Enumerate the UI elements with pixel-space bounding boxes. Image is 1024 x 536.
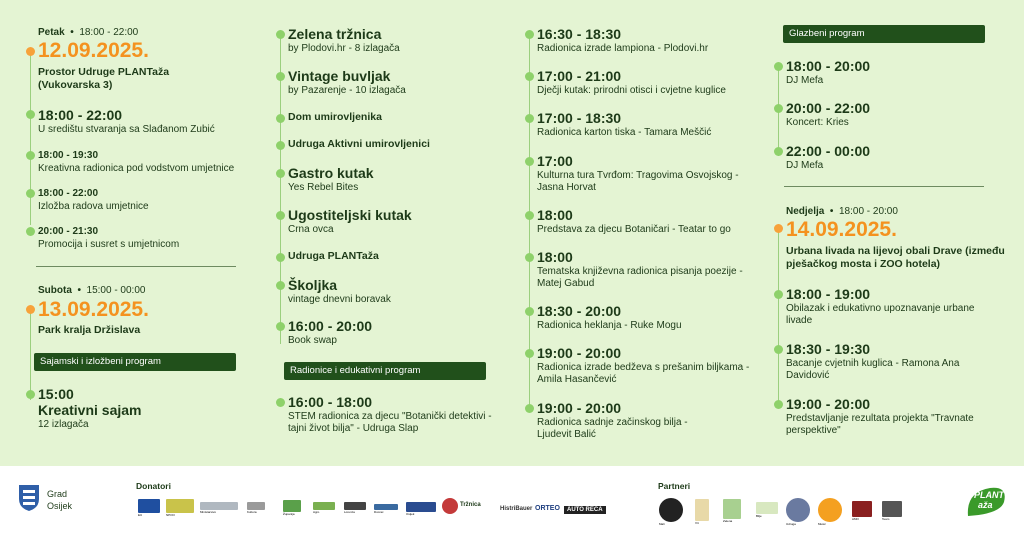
donor-logo: Dvorac <box>374 504 398 510</box>
music-desc: DJ Mefa <box>786 75 824 86</box>
timeline-bullet <box>276 30 285 39</box>
donors-label: Donatori <box>136 481 171 491</box>
event-time: 18:00 - 22:00 <box>38 188 99 199</box>
event-time: 18:00 <box>537 207 573 223</box>
sunday-place-line2: pješačkog mosta i ZOO hotela) <box>786 258 941 270</box>
timeline-bullet <box>276 141 285 150</box>
event-time: 20:00 - 21:30 <box>38 226 99 237</box>
partner-logo: Bilje <box>756 502 778 514</box>
item-title: Ugostiteljski kutak <box>288 207 412 223</box>
timeline-bullet <box>525 349 534 358</box>
music-time: 22:00 - 00:00 <box>786 143 871 159</box>
item-title: Dom umirovljenika <box>288 111 382 123</box>
timeline-bullet <box>525 211 534 220</box>
item-title: Vintage buvljak <box>288 68 391 84</box>
fair-time: 15:00 <box>38 386 74 402</box>
timeline-bullet <box>26 227 35 236</box>
donor-logo-text: HistriBauer <box>500 506 533 512</box>
event-desc: Radionica heklanja - Ruke Mogu <box>537 320 682 331</box>
partner-logo: Udruga <box>786 498 810 522</box>
timeline-bullet <box>525 404 534 413</box>
event-time: 19:00 - 20:00 <box>537 400 622 416</box>
event-time: 16:30 - 18:30 <box>537 26 622 42</box>
event-time: 17:00 - 21:00 <box>537 68 622 84</box>
partners-label: Partneri <box>658 481 691 491</box>
date-bullet <box>774 224 783 233</box>
partner-logo: Team <box>882 501 902 517</box>
donor-logo: Ministarstvo <box>200 502 238 510</box>
partner-logo: Mali <box>659 498 683 522</box>
divider <box>784 186 984 187</box>
event-desc: Kreativna radionica pod vodstvom umjetnice <box>38 163 235 174</box>
donor-logo: Agro <box>313 502 335 510</box>
event-desc: Radionica izrade lampiona - Plodovi.hr <box>537 43 709 54</box>
date-bullet <box>26 305 35 314</box>
event-desc: Jasna Horvat <box>537 182 596 193</box>
timeline-bullet <box>774 62 783 71</box>
event-time: 18:00 - 22:00 <box>38 107 123 123</box>
osijek-coat-of-arms-icon <box>18 484 40 512</box>
timeline-bullet <box>525 30 534 39</box>
timeline-bullet <box>276 114 285 123</box>
saturday-label: Subota • 15:00 - 00:00 <box>38 285 146 296</box>
event-desc: Predstavljanje rezultata projekta "Travnate <box>786 413 974 424</box>
section-workshops: Radionice i edukativni program <box>284 362 486 380</box>
workshop-desc: STEM radionica za djecu "Botanički detektivi - <box>288 411 492 422</box>
event-desc: Obilazak i edukativno upoznavanje urbane <box>786 303 975 314</box>
item-desc: vintage dnevni boravak <box>288 294 391 305</box>
section-music: Glazbeni program <box>783 25 985 43</box>
item-title: 16:00 - 20:00 <box>288 318 373 334</box>
item-title: Udruga Aktivni umirovljenici <box>288 138 430 150</box>
event-time: 19:00 - 20:00 <box>537 345 622 361</box>
timeline-bullet <box>774 104 783 113</box>
event-desc: Radionica sadnje začinskog bilja - <box>537 417 688 428</box>
timeline-bullet <box>276 72 285 81</box>
friday-label: Petak • 18:00 - 22:00 <box>38 27 139 38</box>
sunday-date: 14.09.2025. <box>786 218 897 241</box>
event-desc: Amila Hasančević <box>537 374 617 385</box>
event-desc: Matej Gabud <box>537 278 595 289</box>
partner-logo: AMO <box>852 501 872 517</box>
saturday-date: 13.09.2025. <box>38 298 149 321</box>
timeline-bullet <box>26 151 35 160</box>
event-time: 18:30 - 19:30 <box>786 341 871 357</box>
item-desc: Yes Rebel Bites <box>288 182 359 193</box>
event-time: 18:30 - 20:00 <box>537 303 622 319</box>
event-desc: Predstava za djecu Botaničari - Teatar to go <box>537 224 731 235</box>
timeline-bullet <box>525 253 534 262</box>
date-bullet <box>26 47 35 56</box>
fair-desc: 12 izlagača <box>38 419 89 430</box>
donor-logo: Osijek <box>406 502 436 512</box>
event-desc: U središtu stvaranja sa Slađanom Zubić <box>38 124 215 135</box>
saturday-place: Park kralja Držislava <box>38 324 141 336</box>
event-desc: Promocija i susret s umjetnicom <box>38 239 180 250</box>
timeline-bullet <box>774 147 783 156</box>
timeline-bullet <box>276 398 285 407</box>
footer <box>0 466 1024 536</box>
friday-date: 12.09.2025. <box>38 39 149 62</box>
timeline-bullet <box>525 114 534 123</box>
timeline-bullet <box>276 211 285 220</box>
timeline-bullet <box>26 189 35 198</box>
friday-place-line2: (Vukovarska 3) <box>38 79 113 91</box>
timeline-bullet <box>26 110 35 119</box>
item-title: Gastro kutak <box>288 165 374 181</box>
donor-logo: Kultura <box>247 502 265 510</box>
timeline-bullet <box>525 72 534 81</box>
event-desc: Ljudevit Balić <box>537 429 596 440</box>
event-desc: perspektive" <box>786 425 841 436</box>
partner-logo: Zelena <box>723 499 741 519</box>
donor-logo: Županija <box>283 500 301 512</box>
event-time: 19:00 - 20:00 <box>786 396 871 412</box>
music-time: 20:00 - 22:00 <box>786 100 871 116</box>
timeline-bullet <box>525 307 534 316</box>
item-desc: by Plodovi.hr - 8 izlagača <box>288 43 400 54</box>
event-desc: Bacanje cvjetnih kuglica - Ramona Ana <box>786 358 960 369</box>
friday-place-line1: Prostor Udruge PLANTaža <box>38 66 170 78</box>
workshop-desc: tajni život bilja" - Udruga Slap <box>288 423 419 434</box>
event-desc: Davidović <box>786 370 830 381</box>
event-desc: Izložba radova umjetnice <box>38 201 149 212</box>
plantaza-logo-text: PLANT <box>974 490 1004 500</box>
item-desc: Crna ovca <box>288 224 334 235</box>
event-time: 18:00 <box>537 249 573 265</box>
partner-logo: Music <box>818 498 842 522</box>
partner-logo: Vrt <box>695 499 709 521</box>
event-desc: livade <box>786 315 813 326</box>
item-desc: by Pazarenje - 10 izlagača <box>288 85 406 96</box>
city-name-line1: Grad <box>47 489 68 499</box>
timeline-bullet <box>276 253 285 262</box>
event-desc: Radionica karton tiska - Tamara Meščić <box>537 127 712 138</box>
donor-logo-text: ORTEO <box>535 505 560 512</box>
event-time: 18:00 - 19:30 <box>38 150 99 161</box>
divider <box>36 266 236 267</box>
sunday-place-line1: Urbana livada na lijevoj obali Drave (između <box>786 245 1005 257</box>
event-desc: Tematska književna radionica pisanja poezije - <box>537 266 743 277</box>
fair-title: Kreativni sajam <box>38 402 142 418</box>
music-time: 18:00 - 20:00 <box>786 58 871 74</box>
timeline-bullet <box>276 322 285 331</box>
music-desc: Koncert: Kries <box>786 117 849 128</box>
item-desc: Book swap <box>288 335 337 346</box>
donor-logo: NPOO <box>166 499 194 513</box>
donor-logo: Lorenza <box>344 502 366 510</box>
event-desc: Radionica izrade bedževa s prešanim biljkama - <box>537 362 750 373</box>
sunday-label: Nedjelja • 18:00 - 20:00 <box>786 206 898 217</box>
city-name-line2: Osijek <box>47 501 73 511</box>
donor-logo-text: Tržnica <box>460 502 481 508</box>
timeline-bullet <box>525 157 534 166</box>
donor-logo <box>442 498 458 514</box>
plantaza-logo-text: aža <box>978 500 993 510</box>
donor-logo-text: AUTO RECA <box>564 506 606 514</box>
timeline-bullet <box>276 169 285 178</box>
event-desc: Dječji kutak: prirodni otisci i cvjetne kuglice <box>537 85 726 96</box>
event-time: 18:00 - 19:00 <box>786 286 871 302</box>
timeline-bullet <box>774 345 783 354</box>
event-time: 17:00 - 18:30 <box>537 110 622 126</box>
item-title: Školjka <box>288 277 338 293</box>
timeline-bullet <box>276 281 285 290</box>
timeline-bullet <box>774 290 783 299</box>
event-time: 17:00 <box>537 153 573 169</box>
workshop-time: 16:00 - 18:00 <box>288 394 373 410</box>
timeline-bullet <box>26 390 35 399</box>
item-title: Udruga PLANTaža <box>288 250 379 262</box>
section-fair: Sajamski i izložbeni program <box>34 353 236 371</box>
item-title: Zelena tržnica <box>288 26 382 42</box>
timeline-bullet <box>774 400 783 409</box>
donor-logo: EU <box>138 499 160 513</box>
music-desc: DJ Mefa <box>786 160 824 171</box>
event-desc: Kulturna tura Tvrđom: Tragovima Osvojskog - <box>537 170 739 181</box>
